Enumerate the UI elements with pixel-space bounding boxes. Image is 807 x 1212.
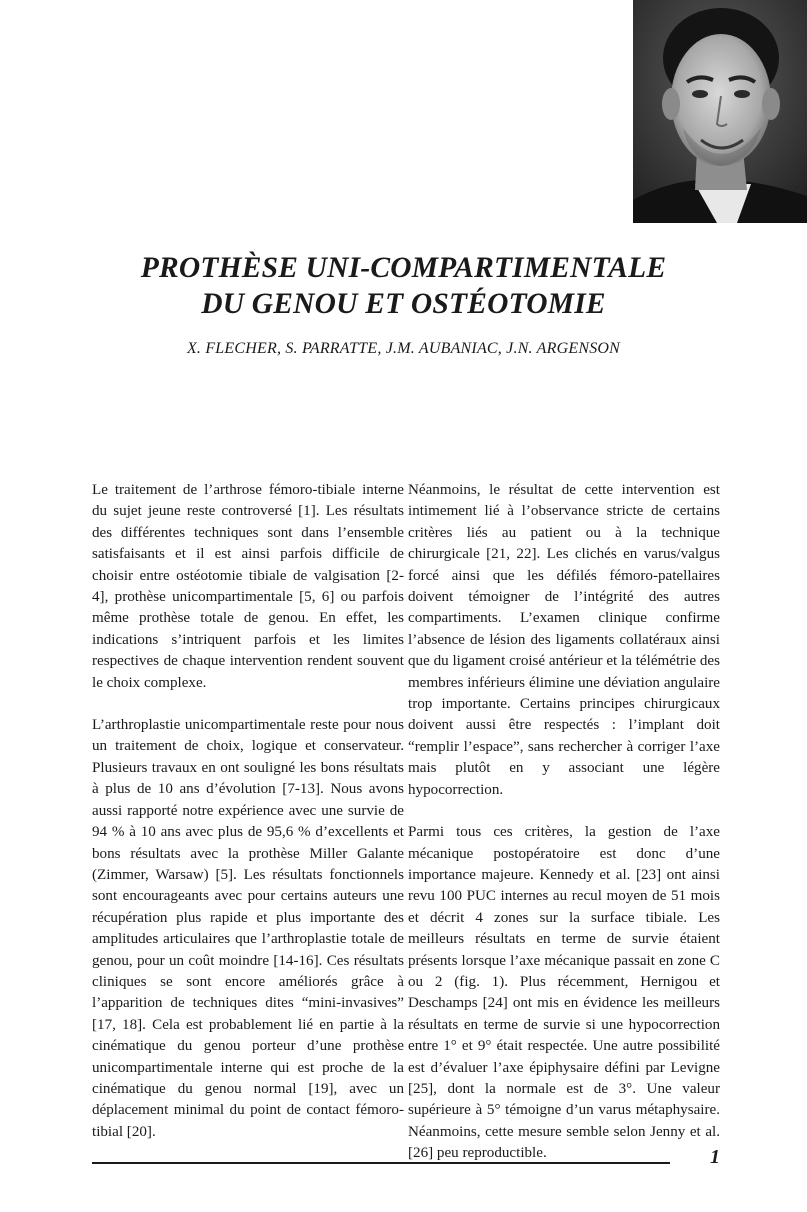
author-photo (633, 0, 807, 223)
paragraph: L’arthroplastie unicompartimentale reste pour nous un traitement de choix, logique et conservateur. Plusieurs travaux en ont souligné les bons résultats à plus de 10 ans d’évolution [7-13]. Nous avons aussi rapporté notre expérience avec une survie de 94 % à 10 ans avec plus de 95,6 % d’excellents et bons résultats avec la prothèse Miller Galante (Zimmer, Warsaw) [5]. Les résultats fonctionnels sont encourageants avec pour certains auteurs une récupération plus rapide et plus importante des amplitudes articulaires que l’arthroplastie totale de genou, pour un coût moindre [14-16]. Ces résultats cliniques se sont encore améliorés grâce à l’apparition de techniques dites “mini-invasives” [17, 18]. Cela est probablement lié en partie à la cinématique du genou porteur d’une prothèse unicompartimentale interne qui est proche de la cinématique du genou normal [19], avec un déplacement minimal du point de contact fémoro-tibial [20]. (92, 717, 404, 1140)
page-number: 1 (710, 1146, 720, 1168)
right-column (408, 480, 720, 1186)
left-column (92, 480, 404, 1164)
author-portrait (633, 0, 807, 223)
authors: X. FLECHER, S. PARRATTE, J.M. AUBANIAC, J.N. ARGENSON (186, 340, 621, 357)
paragraph: Le traitement de l’arthrose fémoro-tibiale interne du sujet jeune reste controversé [1]. Les résultats des différentes techniques sont dans l’ensemble satisfaisants et il est ainsi parfois difficile de choisir entre ostéotomie tibiale de valgisation [2-4], prothèse unicompartimentale [5, 6] ou parfois même prothèse totale de genou. En effet, les indications s’intriquent parfois et les limites respectives de chaque intervention rendent souvent le choix complexe. (92, 482, 404, 691)
footer-rule (92, 1162, 670, 1164)
title-line-1: PROTHÈSE UNI-COMPARTIMENTALE (140, 252, 667, 284)
title-line-2: DU GENOU ET OSTÉOTOMIE (201, 288, 606, 320)
paragraph: Parmi tous ces critères, la gestion de l’axe mécanique postopératoire est donc d’une importance majeure. Kennedy et al. [23] ont ainsi revu 100 PUC internes au recul moyen de 51 mois et décrit 4 zones sur la surface tibiale. Les meilleurs résultats en terme de survie étaient présents lorsque l’axe mécanique passait en zone C ou 2 (fig. 1). Plus récemment, Hernigou et Deschamps [24] ont mis en évidence les meilleurs résultats en terme de survie si une hypocorrection entre 1° et 9° était respectée. Une autre possibilité est d’évaluer l’axe épiphysaire défini par Levigne [25], dont la normale est de 3°. Une valeur supérieure à 5° témoigne d’un varus métaphysaire. Néanmoins, cette mesure semble selon Jenny et al. [26] peu reproductible. (408, 824, 720, 1162)
paragraph: Néanmoins, le résultat de cette intervention est intimement lié à l’observance stricte de certains critères liés au patient ou à la technique chirurgicale [21, 22]. Les clichés en varus/valgus forcé ainsi que les défilés fémoro-patellaires doivent témoigner de l’intégrité des autres compartiments. L’examen clinique confirme l’absence de lésion des ligaments collatéraux ainsi que du ligament croisé antérieur et la télémétrie des membres inférieurs élimine une déviation angulaire trop importante. Certains principes chirurgicaux doivent aussi être respectés : l’implant doit “remplir l’espace”, sans rechercher à corriger l’axe mais plutôt en y associant une légère hypocorrection. (408, 482, 720, 798)
